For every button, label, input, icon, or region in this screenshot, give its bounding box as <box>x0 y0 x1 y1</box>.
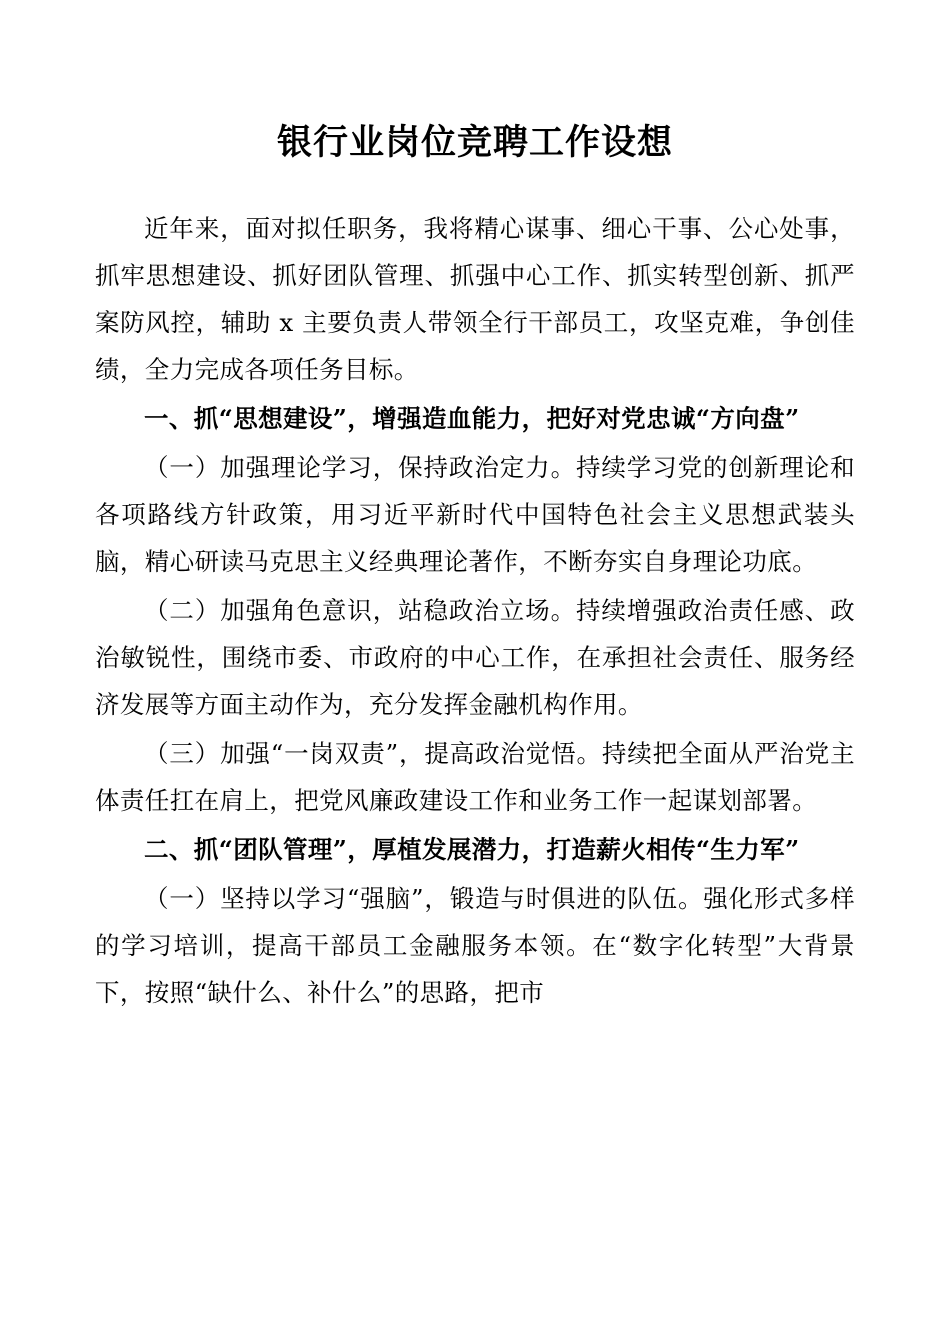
section-heading-1: 一、抓“思想建设”，增强造血能力，把好对党忠诚“方向盘” <box>144 404 800 433</box>
section-heading-2: 二、抓“团队管理”，厚植发展潜力，打造薪火相传“生力军” <box>144 835 800 864</box>
paragraph-section-1-item-2: （二）加强角色意识，站稳政治立场。持续增强政治责任感、政治敏锐性，围绕市委、市政府的中心工作，在承担社会责任、服务经济发展等方面主动作为，充分发挥金融机构作用。 <box>95 596 855 719</box>
paragraph-section-1-item-1: （一）加强理论学习，保持政治定力。持续学习党的创新理论和各项路线方针政策，用习近平新时代中国特色社会主义思想武装头脑，精心研读马克思主义经典理论著作，不断夯实自身理论功底。 <box>95 453 855 576</box>
paragraph-section-2-item-1: （一）坚持以学习“强脑”，锻造与时俱进的队伍。强化形式多样的学习培训，提高干部员工金融服务本领。在“数字化转型”大背景下，按照“缺什么、补什么”的思路，把市 <box>95 884 855 1007</box>
paragraph-intro: 近年来，面对拟任职务，我将精心谋事、细心干事、公心处事，抓牢思想建设、抓好团队管理、抓强中心工作、抓实转型创新、抓严案防风控，辅助 x 主要负责人带领全行干部员工，攻坚克难，争创佳绩，全力完成各项任务目标。 <box>95 214 855 384</box>
page-title: 银行业岗位竞聘工作设想 <box>276 122 673 163</box>
paragraph-section-1-item-3: （三）加强“一岗双责”，提高政治觉悟。持续把全面从严治党主体责任扛在肩上，把党风廉政建设工作和业务工作一起谋划部署。 <box>95 739 855 815</box>
